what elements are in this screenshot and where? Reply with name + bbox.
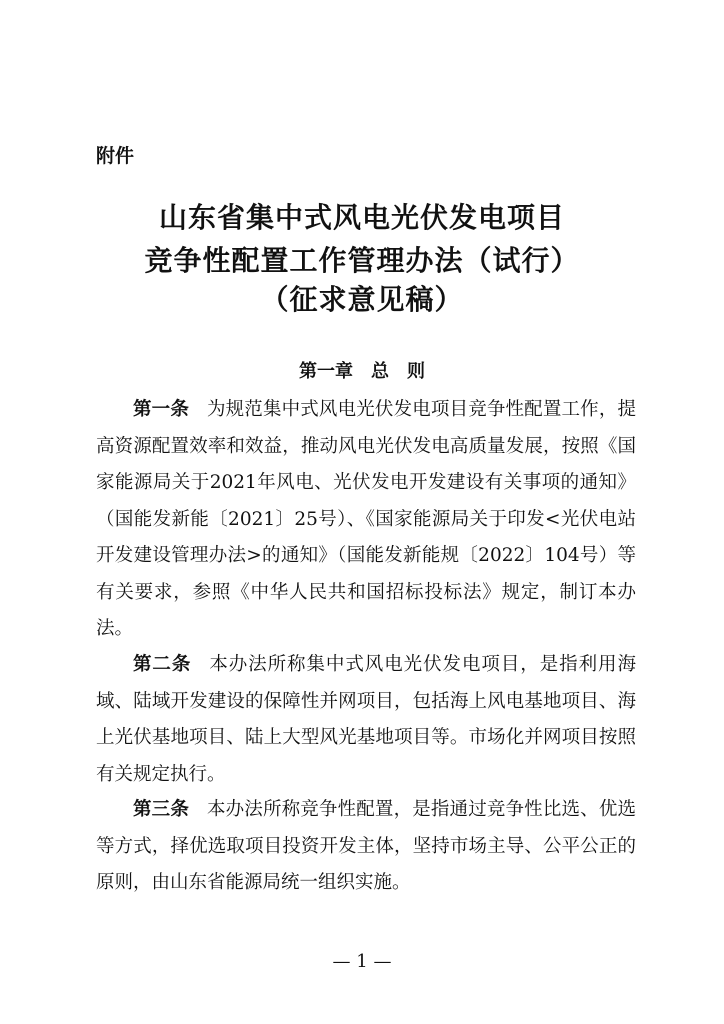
title-line-2: 竞争性配置工作管理办法（试行）	[144, 244, 580, 277]
article-1-text: 为规范集中式风电光伏发电项目竞争性配置工作，提高资源配置效率和效益，推动风电光伏发电高质量发展，按照《国家能源局关于2021年风电、光伏发电开发建设有关事项的通知》（国能发新能〔2021〕25号）、《国家能源局关于印发<光伏电站开发建设管理办法>的通知》（国能发新能规〔2022〕104号）等有关要求，参照《中华人民共和国招标投标法》规定，制订本办法。	[96, 399, 636, 639]
chapter-heading: 第一章 总 则	[299, 361, 425, 382]
article-2-text: 本办法所称集中式风电光伏发电项目，是指利用海域、陆域开发建设的保障性并网项目，包括海上风电基地项目、海上光伏基地项目、陆上大型风光基地项目等。市场化并网项目按照有关规定执行。	[96, 654, 636, 785]
article-1	[96, 392, 636, 648]
article-2	[96, 647, 636, 793]
title-line-3: （征求意见稿）	[260, 283, 464, 316]
title-line-1: 山东省集中式风电光伏发电项目	[158, 201, 565, 234]
page-number: — 1 —	[332, 951, 392, 972]
article-1-label: 第一条	[133, 399, 189, 420]
article-3-text: 本办法所称竞争性配置，是指通过竞争性比选、优选等方式，择优选取项目投资开发主体，坚持市场主导、公平公正的原则，由山东省能源局统一组织实施。	[96, 799, 636, 893]
article-2-label: 第二条	[133, 654, 192, 675]
attachment-label: 附件	[96, 145, 135, 167]
article-3-label: 第三条	[133, 799, 189, 820]
article-3	[96, 792, 636, 902]
